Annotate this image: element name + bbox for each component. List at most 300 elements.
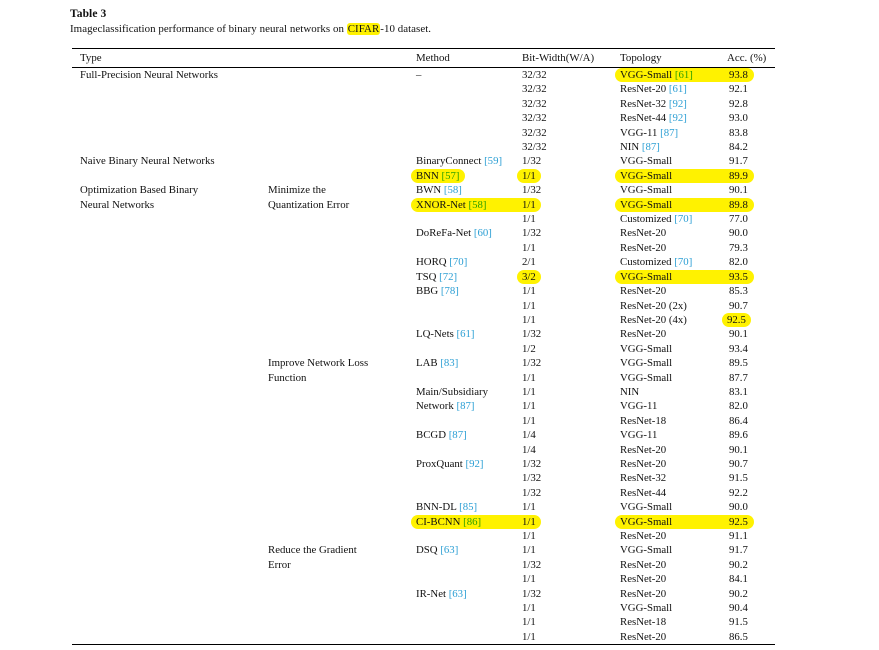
cell-bitwidth: 1/1	[522, 213, 536, 226]
table-row	[72, 486, 775, 500]
cell-bitwidth: 1/1	[522, 530, 536, 542]
cell-approach	[268, 313, 416, 327]
cell-method: Main/Subsidiary	[416, 385, 488, 398]
cell-method: DoReFa-Net [60]	[416, 227, 492, 240]
cell-approach	[268, 97, 416, 111]
cell-topology: ResNet-20	[620, 227, 667, 240]
accuracy-value: 91.7	[729, 155, 748, 168]
cell-approach	[268, 399, 416, 413]
cell-accuracy	[727, 140, 775, 154]
table-row	[72, 126, 775, 140]
cell-bitwidth: 1/32	[522, 472, 542, 485]
cell-accuracy	[727, 443, 775, 457]
cell-bitwidth: 1/32	[522, 184, 542, 197]
table-title: Table 3	[70, 8, 107, 20]
cell-approach	[268, 342, 416, 356]
cell-accuracy	[727, 154, 775, 168]
caption-highlighted-word: CIFAR	[347, 23, 380, 35]
citation-ref[interactable]: [70]	[449, 256, 468, 269]
cell-topology: VGG-Small	[620, 357, 673, 370]
cell-type	[72, 111, 268, 125]
cell-topology	[620, 198, 727, 212]
cell-accuracy	[727, 299, 775, 313]
cell-type	[72, 342, 268, 356]
cell-topology: ResNet-20	[620, 630, 667, 643]
cell-bitwidth	[522, 198, 620, 212]
cell-type	[72, 140, 268, 154]
accuracy-value: 82.0	[729, 256, 748, 269]
cell-bitwidth: 1/1	[522, 602, 536, 615]
table-body	[72, 68, 775, 645]
caption-text-after: -10 dataset.	[380, 23, 432, 35]
cell-type	[72, 515, 268, 529]
cell-type	[72, 601, 268, 615]
cell-accuracy	[727, 97, 775, 111]
cell-type	[72, 169, 268, 183]
cell-bitwidth: 1/32	[522, 457, 542, 470]
accuracy-value: 91.7	[729, 544, 748, 557]
table-row	[72, 399, 775, 413]
accuracy-value: 90.1	[729, 184, 748, 197]
cell-approach: Reduce the Gradient	[268, 544, 357, 557]
cell-approach	[268, 284, 416, 298]
cell-method: TSQ [72]	[416, 270, 458, 283]
cell-topology	[620, 515, 727, 529]
table-row	[72, 356, 775, 370]
cell-approach	[268, 443, 416, 457]
cell-bitwidth: 1/4	[522, 429, 536, 442]
citation-ref[interactable]: [63]	[448, 587, 467, 600]
accuracy-value: 90.7	[729, 457, 748, 470]
table-row	[72, 342, 775, 356]
table-row	[72, 601, 775, 615]
cell-method	[416, 241, 522, 255]
cell-topology: VGG-11	[620, 429, 658, 442]
cell-approach	[268, 111, 416, 125]
cell-accuracy	[727, 270, 775, 284]
accuracy-value: 91.1	[729, 530, 748, 542]
cell-bitwidth: 1/1	[522, 544, 536, 557]
accuracy-value: 83.1	[729, 385, 748, 398]
cell-approach	[268, 572, 416, 586]
accuracy-value: 82.0	[729, 400, 748, 413]
cell-accuracy	[727, 183, 775, 197]
cell-approach	[268, 428, 416, 442]
accuracy-value: 92.8	[729, 97, 748, 110]
cell-approach	[268, 486, 416, 500]
citation-ref[interactable]: [83]	[440, 357, 459, 370]
table-row	[72, 471, 775, 485]
cell-method: –	[416, 69, 422, 81]
cell-approach	[268, 82, 416, 96]
citation-ref[interactable]: [86]	[463, 515, 482, 528]
cell-type	[72, 457, 268, 471]
cell-topology: VGG-11 [87]	[620, 126, 679, 139]
citation-ref[interactable]: [87]	[448, 429, 467, 442]
cell-accuracy	[727, 126, 775, 140]
cell-bitwidth: 32/32	[522, 141, 547, 154]
cell-method: BNN-DL [85]	[416, 501, 478, 514]
citation-ref[interactable]: [61]	[456, 328, 475, 341]
table-row	[72, 371, 775, 385]
cell-type	[72, 241, 268, 255]
citation-ref[interactable]: [70]	[674, 213, 693, 226]
highlight-mark: 1/1	[517, 169, 541, 183]
table-row	[72, 313, 775, 327]
cell-topology: VGG-Small	[620, 501, 673, 514]
highlight-mark: 1/1	[522, 198, 541, 212]
cell-type	[72, 313, 268, 327]
cell-topology: ResNet-18	[620, 616, 667, 629]
cell-bitwidth: 1/1	[522, 616, 536, 629]
table-row	[72, 198, 775, 212]
cell-approach: Minimize the	[268, 184, 326, 197]
cell-approach: Quantization Error	[268, 198, 350, 211]
cell-approach	[268, 471, 416, 485]
highlight-mark: VGG-Small [61]	[615, 68, 727, 82]
cell-accuracy	[727, 82, 775, 96]
cell-type	[72, 356, 268, 370]
cell-type	[72, 630, 268, 645]
cell-topology: ResNet-44	[620, 486, 667, 499]
cell-method	[416, 615, 522, 629]
cell-approach	[268, 327, 416, 341]
cell-method	[416, 558, 522, 572]
citation-ref[interactable]: [87]	[660, 126, 679, 139]
accuracy-value: 90.4	[729, 602, 748, 615]
table-row	[72, 140, 775, 154]
column-header-accuracy: Acc. (%)	[727, 52, 767, 64]
cell-accuracy	[727, 630, 775, 645]
column-header-bitwidth: Bit-Width(W/A)	[522, 52, 595, 64]
cell-bitwidth: 1/4	[522, 443, 536, 456]
cell-approach	[268, 68, 416, 83]
cell-method: BinaryConnect [59]	[416, 155, 503, 168]
cell-bitwidth	[522, 169, 620, 183]
cell-method	[416, 443, 522, 457]
accuracy-value: 87.7	[729, 371, 748, 384]
cell-bitwidth: 1/2	[522, 342, 536, 355]
table-row	[72, 500, 775, 514]
table-caption	[70, 23, 431, 35]
citation-ref[interactable]: [87]	[456, 400, 475, 413]
cell-accuracy	[727, 486, 775, 500]
cell-method	[416, 471, 522, 485]
cell-bitwidth: 1/1	[522, 414, 536, 427]
cell-approach: Error	[268, 558, 291, 571]
cell-bitwidth: 1/32	[522, 558, 542, 571]
cell-method	[416, 313, 522, 327]
cell-method	[416, 414, 522, 428]
table-row	[72, 226, 775, 240]
table-row	[72, 630, 775, 645]
accuracy-value: 85.3	[729, 285, 748, 298]
cell-topology: ResNet-20	[620, 587, 667, 600]
citation-ref[interactable]: [58]	[443, 184, 462, 197]
cell-approach	[268, 615, 416, 629]
accuracy-value: 90.0	[729, 501, 748, 514]
table-row	[72, 183, 775, 197]
table-row	[72, 558, 775, 572]
cell-bitwidth: 1/32	[522, 587, 542, 600]
cell-bitwidth: 1/1	[522, 285, 536, 298]
cell-approach: Function	[268, 371, 307, 384]
citation-ref[interactable]: [59]	[484, 155, 503, 168]
cell-type	[72, 126, 268, 140]
cell-bitwidth: 1/1	[522, 501, 536, 514]
highlight-mark: BNN [57]	[411, 169, 465, 183]
table-row	[72, 97, 775, 111]
cell-type	[72, 443, 268, 457]
cell-topology: ResNet-20	[620, 241, 667, 254]
citation-ref[interactable]: [57]	[441, 169, 460, 182]
table-row	[72, 615, 775, 629]
cell-approach	[268, 241, 416, 255]
table-header	[72, 49, 775, 68]
accuracy-value: 89.5	[729, 357, 748, 370]
column-header-method: Method	[416, 52, 450, 64]
cell-approach	[268, 500, 416, 514]
cell-accuracy	[727, 327, 775, 341]
cell-method	[416, 169, 522, 183]
cell-bitwidth: 1/32	[522, 357, 542, 370]
table-row	[72, 428, 775, 442]
highlight-mark: 92.5	[727, 515, 754, 529]
accuracy-value: 93.0	[729, 112, 748, 125]
table-row	[72, 457, 775, 471]
cell-approach	[268, 226, 416, 240]
citation-ref[interactable]: [85]	[459, 501, 478, 514]
table-row	[72, 111, 775, 125]
highlight-mark: 92.5	[722, 313, 751, 327]
citation-ref[interactable]: [70]	[674, 256, 693, 269]
citation-ref[interactable]: [92]	[465, 457, 484, 470]
highlight-mark: 93.8	[727, 68, 754, 82]
cell-approach	[268, 255, 416, 269]
table-row	[72, 327, 775, 341]
cell-method	[416, 198, 522, 212]
cell-method	[416, 342, 522, 356]
cell-topology	[620, 169, 727, 183]
cell-approach	[268, 126, 416, 140]
highlight-mark: VGG-Small	[615, 169, 727, 183]
cell-type	[72, 212, 268, 226]
citation-ref[interactable]: [92]	[668, 112, 687, 125]
cell-type	[72, 371, 268, 385]
cell-bitwidth: 32/32	[522, 83, 547, 96]
table-row	[72, 299, 775, 313]
highlight-mark: XNOR-Net [58]	[411, 198, 522, 212]
cell-type	[72, 299, 268, 313]
accuracy-value: 86.4	[729, 414, 748, 427]
cell-method	[416, 601, 522, 615]
cell-approach	[268, 212, 416, 226]
cell-bitwidth: 1/1	[522, 385, 536, 398]
cell-approach	[268, 529, 416, 543]
cell-type	[72, 471, 268, 485]
cell-type	[72, 327, 268, 341]
cell-method	[416, 515, 522, 529]
accuracy-value: 90.2	[729, 558, 748, 571]
cell-topology: VGG-11	[620, 400, 658, 413]
cell-topology: ResNet-32	[620, 472, 667, 485]
table-row	[72, 385, 775, 399]
cell-topology: ResNet-20	[620, 443, 667, 456]
cell-bitwidth: 2/1	[522, 256, 536, 269]
cell-type	[72, 558, 268, 572]
cell-accuracy	[727, 428, 775, 442]
cell-method	[416, 97, 522, 111]
highlight-mark: VGG-Small	[615, 198, 727, 212]
citation-ref[interactable]: [92]	[668, 97, 687, 110]
cell-topology: Customized [70]	[620, 213, 693, 226]
table-row	[72, 529, 775, 543]
citation-ref[interactable]: [63]	[440, 544, 459, 557]
accuracy-value: 83.8	[729, 126, 748, 139]
table-row	[72, 169, 775, 183]
table-row	[72, 587, 775, 601]
cell-topology: NIN [87]	[620, 141, 660, 154]
cell-accuracy	[727, 226, 775, 240]
citation-ref[interactable]: [60]	[473, 227, 492, 240]
cell-bitwidth: 1/1	[522, 241, 536, 254]
cell-topology: ResNet-20	[620, 328, 667, 341]
citation-ref[interactable]: [72]	[439, 270, 458, 283]
accuracy-value: 93.4	[729, 342, 748, 355]
cell-accuracy	[727, 529, 775, 543]
cell-type	[72, 414, 268, 428]
cell-type: Full-Precision Neural Networks	[80, 69, 218, 81]
cell-bitwidth: 1/1	[522, 630, 536, 643]
cell-type	[72, 226, 268, 240]
cell-approach	[268, 630, 416, 645]
cell-accuracy	[727, 198, 775, 212]
table-row	[72, 255, 775, 269]
cell-accuracy	[727, 399, 775, 413]
table-row	[72, 543, 775, 557]
cell-approach	[268, 385, 416, 399]
cell-method: ProxQuant [92]	[416, 457, 484, 470]
citation-ref[interactable]: [61]	[668, 83, 687, 96]
citation-ref[interactable]: [61]	[674, 69, 693, 81]
cell-type: Optimization Based Binary	[80, 184, 199, 197]
cell-approach	[268, 515, 416, 529]
cell-topology: ResNet-20	[620, 285, 667, 298]
cell-topology: ResNet-20	[620, 530, 667, 542]
cell-approach	[268, 414, 416, 428]
cell-bitwidth: 1/32	[522, 328, 542, 341]
cell-method	[416, 82, 522, 96]
cell-topology: ResNet-20	[620, 573, 667, 586]
table-row	[72, 270, 775, 284]
cell-accuracy	[727, 615, 775, 629]
accuracy-value: 89.6	[729, 429, 748, 442]
cell-method: BBG [78]	[416, 285, 459, 298]
cell-topology: ResNet-44 [92]	[620, 112, 687, 125]
cell-bitwidth: 1/1	[522, 400, 536, 413]
cell-accuracy	[727, 587, 775, 601]
cell-approach	[268, 299, 416, 313]
table-row	[72, 241, 775, 255]
cell-accuracy	[727, 457, 775, 471]
citation-ref[interactable]: [78]	[440, 285, 459, 298]
cell-type	[72, 587, 268, 601]
highlight-mark: CI-BCNN [86]	[411, 515, 522, 529]
cell-approach	[268, 154, 416, 168]
cell-topology: NIN	[620, 385, 640, 398]
accuracy-value: 77.0	[729, 213, 748, 226]
cell-accuracy	[727, 68, 775, 83]
cell-topology: VGG-Small	[620, 602, 673, 615]
cell-bitwidth: 32/32	[522, 112, 547, 125]
cell-accuracy	[727, 515, 775, 529]
accuracy-value: 84.1	[729, 573, 748, 586]
cell-topology: ResNet-20	[620, 558, 667, 571]
caption-text-before: Imageclassification performance of binary neural networks on	[70, 23, 347, 35]
cell-type	[72, 572, 268, 586]
cell-accuracy	[727, 471, 775, 485]
cell-bitwidth: 32/32	[522, 97, 547, 110]
cell-type	[72, 97, 268, 111]
cell-topology: VGG-Small	[620, 184, 673, 197]
cell-accuracy	[727, 414, 775, 428]
cell-topology: ResNet-20 (2x)	[620, 299, 687, 312]
citation-ref[interactable]: [58]	[468, 198, 487, 211]
accuracy-value: 91.5	[729, 472, 748, 485]
cell-approach	[268, 587, 416, 601]
accuracy-value: 92.2	[729, 486, 748, 499]
cell-type	[72, 284, 268, 298]
highlight-mark: 89.9	[727, 169, 754, 183]
table-row	[72, 154, 775, 168]
accuracy-value: 90.7	[729, 299, 748, 312]
accuracy-value: 90.1	[729, 443, 748, 456]
cell-type	[72, 529, 268, 543]
cell-bitwidth: 1/32	[522, 155, 542, 168]
cell-method	[416, 630, 522, 645]
cell-method	[416, 299, 522, 313]
table-row	[72, 68, 775, 83]
cell-type	[72, 615, 268, 629]
cell-method: LAB [83]	[416, 357, 459, 370]
cell-bitwidth	[522, 515, 620, 529]
cell-bitwidth: 32/32	[522, 69, 547, 81]
cell-topology: ResNet-20 (4x)	[620, 313, 687, 326]
cell-topology: Customized [70]	[620, 256, 693, 269]
cell-method	[416, 126, 522, 140]
cell-accuracy	[727, 212, 775, 226]
table-row	[72, 284, 775, 298]
cell-accuracy	[727, 601, 775, 615]
cell-method: LQ-Nets [61]	[416, 328, 475, 341]
citation-ref[interactable]: [87]	[641, 141, 660, 154]
cell-topology: VGG-Small	[620, 371, 673, 384]
cell-accuracy	[727, 356, 775, 370]
cell-accuracy	[727, 385, 775, 399]
accuracy-value: 91.5	[729, 616, 748, 629]
cell-bitwidth: 1/1	[522, 573, 536, 586]
column-header-topology: Topology	[620, 52, 662, 64]
cell-type	[72, 500, 268, 514]
table-row	[72, 82, 775, 96]
cell-accuracy	[727, 572, 775, 586]
accuracy-value: 92.1	[729, 83, 748, 96]
cell-approach	[268, 601, 416, 615]
cell-method	[416, 111, 522, 125]
cell-type	[72, 255, 268, 269]
cell-type: Naive Binary Neural Networks	[80, 155, 215, 168]
cell-accuracy	[727, 241, 775, 255]
